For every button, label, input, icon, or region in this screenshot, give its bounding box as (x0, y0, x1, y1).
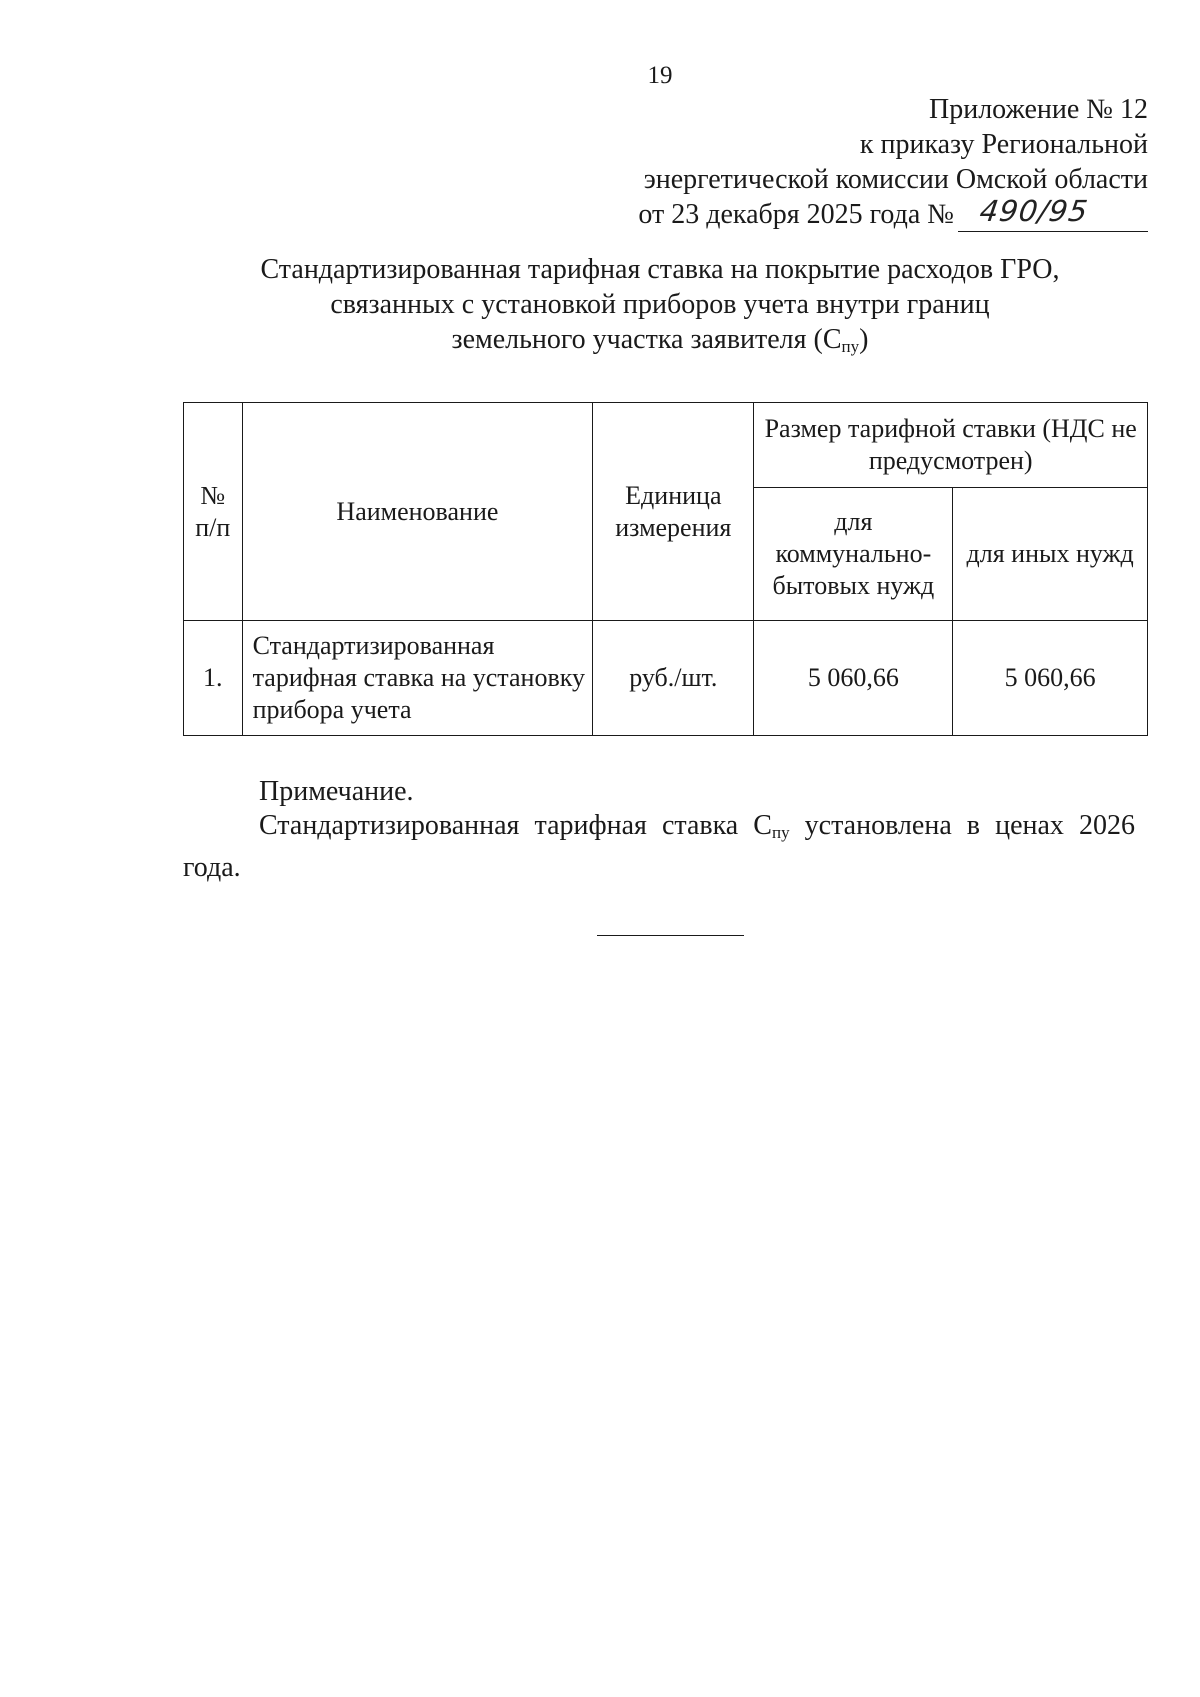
order-number-handwritten: 490/95 (977, 194, 1091, 228)
cell-rate-household: 5 060,66 (754, 621, 953, 736)
title-line-3-end: ) (859, 324, 869, 355)
title-subscript: пу (841, 337, 860, 356)
appendix-line-3: энергетической комиссии Омской области (643, 164, 1148, 195)
cell-rate-other: 5 060,66 (953, 621, 1148, 736)
table-header-row (184, 403, 1148, 488)
appendix-line-1: Приложение № 12 (929, 94, 1148, 125)
document-title (150, 252, 1170, 364)
order-date-line (638, 194, 1148, 232)
cell-unit: руб./шт. (593, 621, 754, 736)
cell-name: Стандартизированная тарифная ставка на установку прибора учета (242, 621, 593, 736)
table-row (184, 621, 1148, 736)
header-rate-other: для иных нужд (953, 488, 1148, 621)
title-line-1: Стандартизированная тарифная ставка на покрытие расходов ГРО, (260, 254, 1060, 285)
appendix-line-2: к приказу Региональной (859, 129, 1148, 160)
header-num: № п/п (184, 403, 243, 621)
order-date: от 23 декабря 2025 года № (638, 199, 954, 230)
header-rate-household: для коммунально-бытовых нужд (754, 488, 953, 621)
note-text-start: Стандартизированная тарифная ставка С (259, 810, 772, 841)
title-line-3 (150, 322, 1170, 364)
note-subscript: пу (771, 823, 790, 842)
title-line-3-text: земельного участка заявителя (С (451, 324, 842, 355)
header-name: Наименование (242, 403, 593, 621)
title-line-2: связанных с установкой приборов учета внутри границ (330, 289, 990, 320)
note-text (183, 808, 1135, 885)
appendix-header (638, 92, 1148, 232)
end-divider (597, 935, 744, 936)
note-title: Примечание. (259, 776, 414, 807)
header-unit: Единица измерения (593, 403, 754, 621)
cell-num: 1. (184, 621, 243, 736)
tariff-table (183, 402, 1148, 736)
order-number-field (958, 194, 1148, 232)
note-text-end: установлена в ценах 2026 года. (183, 810, 1135, 883)
page-number: 19 (647, 62, 673, 89)
header-rate-group: Размер тарифной ставки (НДС не предусмотрен) (754, 403, 1148, 488)
